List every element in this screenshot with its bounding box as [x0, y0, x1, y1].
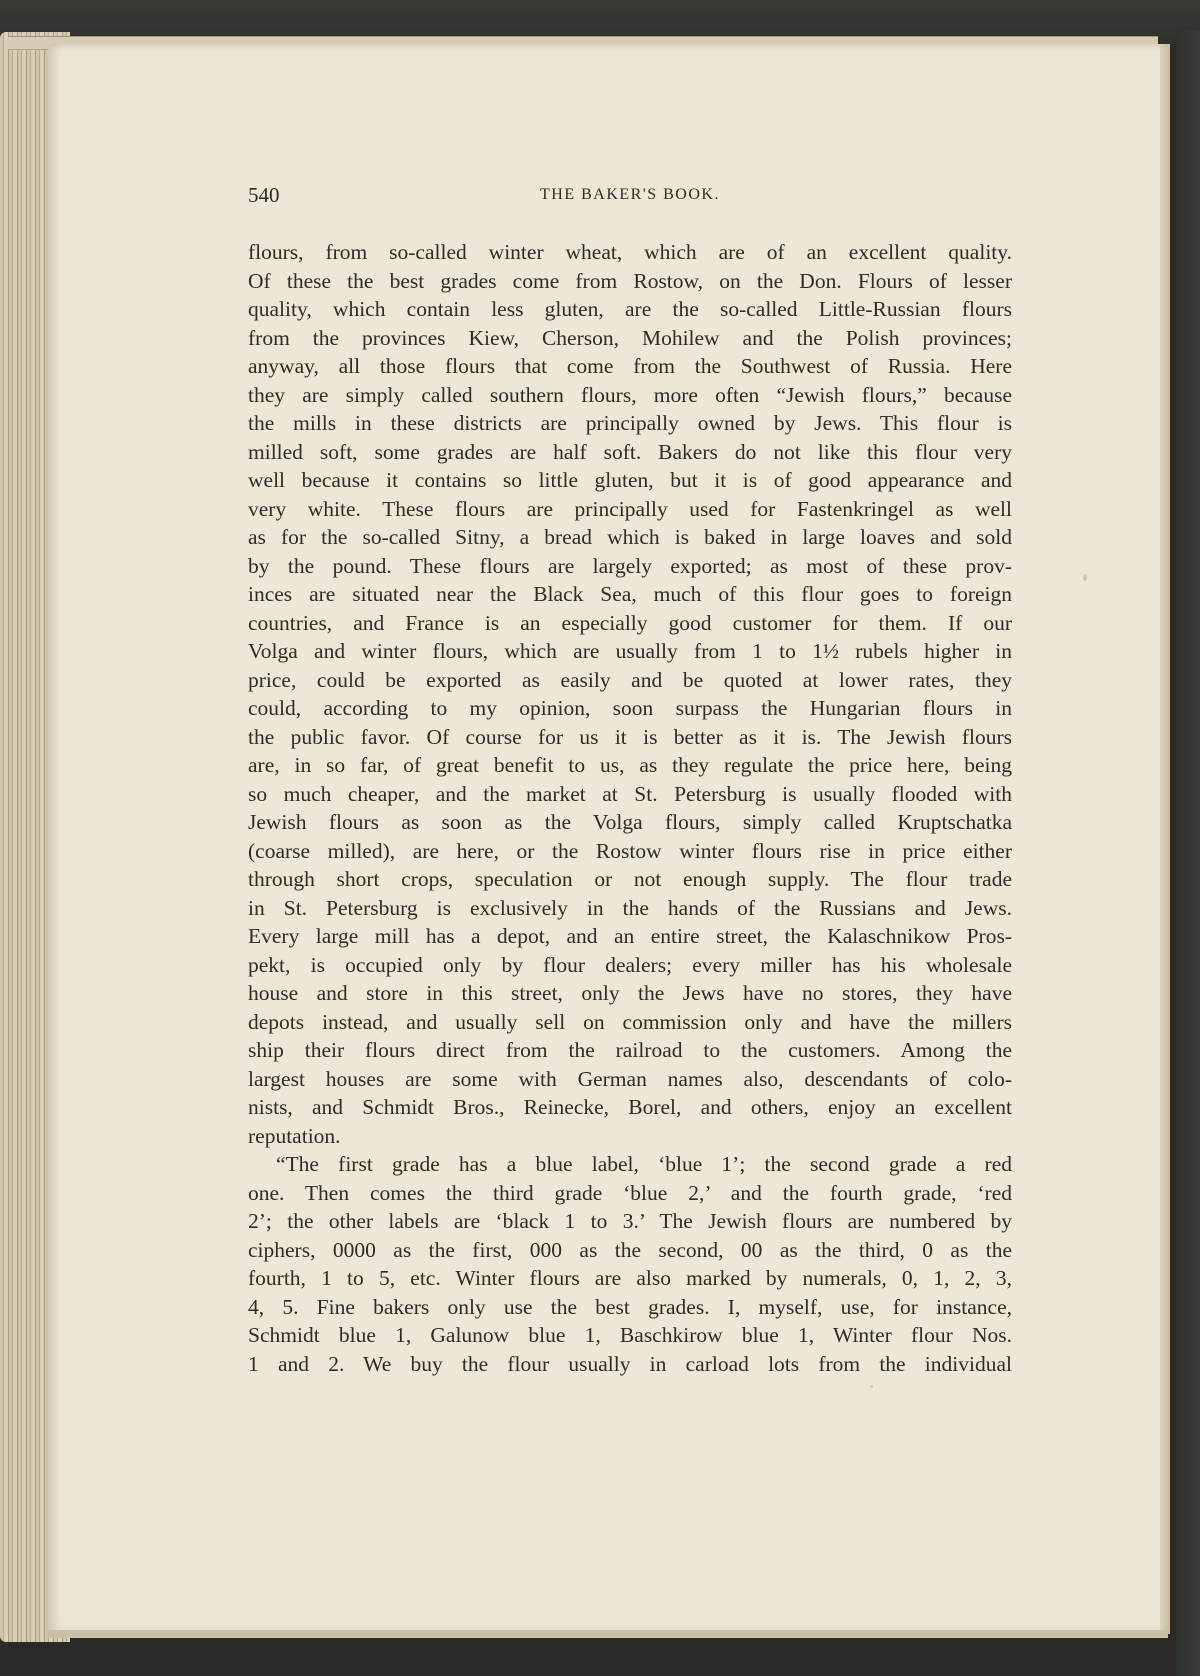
text-line: reputation. — [248, 1123, 341, 1148]
text-line: largest houses are some with German names also, descendants of colo- — [248, 1066, 1012, 1091]
text-line: Schmidt blue 1, Galunow blue 1, Baschkirow blue 1, Winter flour Nos. — [248, 1323, 1012, 1347]
page-bottom-edge — [48, 1630, 1168, 1638]
text-line: Of these the best grades come from Rostow, on the Don. Flours of lesser — [248, 268, 1012, 293]
text-line: 2’; the other labels are ‘black 1 to 3.’ The Jewish flours are numbered by — [248, 1209, 1012, 1233]
text-line: fourth, 1 to 5, etc. Winter flours are also marked by numerals, 0, 1, 2, 3, — [248, 1266, 1012, 1290]
page-right-edge — [1160, 44, 1170, 1634]
text-line: (coarse milled), are here, or the Rostow winter flours rise in price either — [248, 838, 1012, 863]
text-line: 1 and 2. We buy the flour usually in carload lots from the individual — [248, 1351, 1012, 1376]
text-line: through short crops, speculation or not enough supply. The flour trade — [248, 867, 1012, 891]
text-line: 4, 5. Fine bakers only use the best grades. I, myself, use, for instance, — [248, 1294, 1012, 1319]
body-text — [248, 238, 1012, 1378]
text-line: milled soft, some grades are half soft. Bakers do not like this flour very — [248, 439, 1012, 464]
text-line: one. Then comes the third grade ‘blue 2,’ and the fourth grade, ‘red — [248, 1180, 1012, 1205]
text-line: price, could be exported as easily and be quoted at lower rates, they — [248, 667, 1012, 692]
text-line: as for the so-called Sitny, a bread which is baked in large loaves and sold — [248, 525, 1012, 549]
text-line: “The first grade has a blue label, ‘blue 1’; the second grade a red — [276, 1152, 1012, 1176]
text-line: in St. Petersburg is exclusively in the hands of the Russians and Jews. — [248, 895, 1012, 920]
book-cover-right-edge — [1176, 30, 1200, 1676]
text-line: by the pound. These flours are largely exported; as most of these prov- — [248, 553, 1012, 578]
running-head: THE BAKER'S BOOK. — [540, 186, 720, 203]
text-line: flours, from so-called winter wheat, which are of an excellent quality. — [248, 240, 1012, 264]
text-line: from the provinces Kiew, Cherson, Mohilew and the Polish provinces; — [248, 325, 1012, 350]
text-line: inces are situated near the Black Sea, much of this flour goes to foreign — [248, 582, 1012, 606]
text-line: anyway, all those flours that come from the Southwest of Russia. Here — [248, 354, 1012, 378]
text-line: ship their flours direct from the railroad to the customers. Among the — [248, 1038, 1012, 1062]
text-line: they are simply called southern flours, more often “Jewish flours,” because — [248, 382, 1012, 407]
text-line: countries, and France is an especially good customer for them. If our — [248, 610, 1012, 635]
page-header — [248, 183, 1012, 213]
page-number: 540 — [248, 183, 280, 207]
text-line: house and store in this street, only the Jews have no stores, they have — [248, 981, 1012, 1005]
text-line: Jewish flours as soon as the Volga flours, simply called Kruptschatka — [248, 810, 1012, 834]
text-line: pekt, is occupied only by flour dealers; every miller has his wholesale — [248, 952, 1012, 977]
text-line: could, according to my opinion, soon surpass the Hungarian flours in — [248, 696, 1012, 720]
text-line: ciphers, 0000 as the first, 000 as the second, 00 as the third, 0 as the — [248, 1237, 1012, 1262]
paper-blemish — [870, 1385, 873, 1388]
text-line: Volga and winter flours, which are usually from 1 to 1½ rubels higher in — [248, 639, 1012, 663]
text-line: the mills in these districts are principally owned by Jews. This flour is — [248, 411, 1012, 435]
text-line: very white. These flours are principally used for Fastenkringel as well — [248, 496, 1012, 521]
text-line: the public favor. Of course for us it is better as it is. The Jewish flours — [248, 724, 1012, 749]
text-line: nists, and Schmidt Bros., Reinecke, Borel, and others, enjoy an excellent — [248, 1095, 1012, 1119]
text-line: Every large mill has a depot, and an entire street, the Kalaschnikow Pros- — [248, 924, 1012, 948]
text-line: quality, which contain less gluten, are the so-called Little-Russian flours — [248, 297, 1012, 321]
text-line: so much cheaper, and the market at St. Petersburg is usually flooded with — [248, 781, 1012, 806]
paper-blemish — [1083, 574, 1087, 581]
text-line: depots instead, and usually sell on commission only and have the millers — [248, 1009, 1012, 1034]
text-line: well because it contains so little gluten, but it is of good appearance and — [248, 468, 1012, 492]
text-line: are, in so far, of great benefit to us, as they regulate the price here, being — [248, 753, 1012, 777]
